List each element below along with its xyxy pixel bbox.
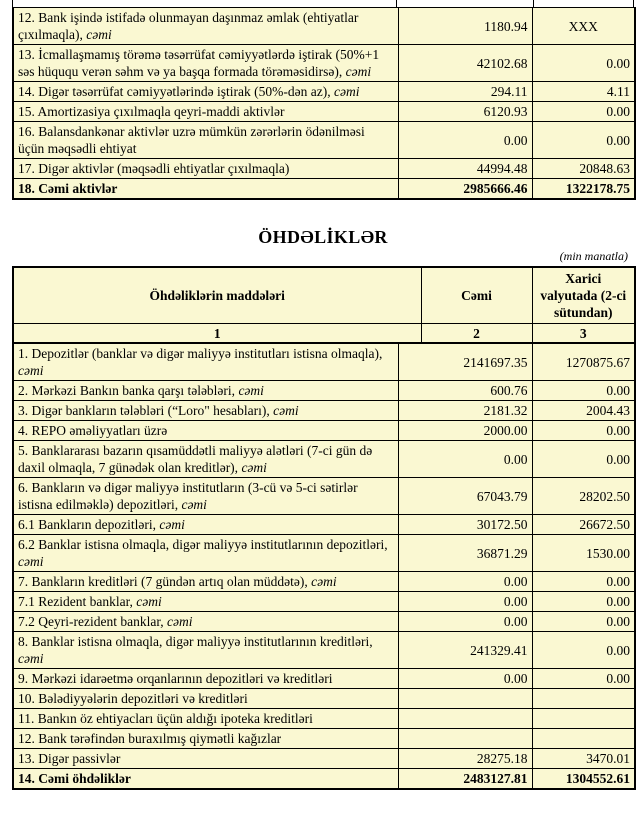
value-total: 0.00 [398,612,532,632]
value-total: 6120.93 [398,102,532,122]
value-foreign-currency [532,709,635,729]
value-foreign-currency: 20848.63 [532,159,635,179]
value-total: 0.00 [398,592,532,612]
table-row [13,709,635,729]
value-total: 2985666.46 [398,179,532,200]
row-label: 2. Mərkəzi Bankın banka qarşı tələbləri, cəmi [13,381,398,401]
value-foreign-currency: 3470.01 [532,749,635,769]
value-foreign-currency: 0.00 [532,669,635,689]
column-index-1: 1 [13,324,421,344]
value-total: 67043.79 [398,478,532,515]
row-label: 12. Bank tərəfindən buraxılmış qiymətli kağızlar [13,729,398,749]
row-label: 13. Digər passivlər [13,749,398,769]
table-row [13,381,635,401]
value-total: 28275.18 [398,749,532,769]
value-foreign-currency: 0.00 [532,45,635,82]
table-edge-stub [633,0,634,8]
value-foreign-currency: 0.00 [532,612,635,632]
table-row [13,729,635,749]
liabilities-table-header [12,266,636,344]
table-row [13,478,635,515]
value-total: 1180.94 [398,8,532,45]
table-row [13,421,635,441]
table-row [13,122,635,159]
row-label: 6.2 Banklar istisna olmaqla, digər maliyyə institutlarının depozitləri, cəmi [13,535,398,572]
row-label: 6.1 Bankların depozitləri, cəmi [13,515,398,535]
table-row [13,769,635,790]
row-label: 13. İcmallaşmamış törəmə təsərrüfat cəmiyyətlərdə iştirak (50%+1 səs hüququ verən səhm və ya başqa formada törəməsidirsə), cəmi [13,45,398,82]
value-total: 42102.68 [398,45,532,82]
row-label: 10. Bələdiyyələrin depozitləri və kreditləri [13,689,398,709]
table-row [13,669,635,689]
value-foreign-currency [532,689,635,709]
column-index-2: 2 [421,324,532,344]
value-foreign-currency: 2004.43 [532,401,635,421]
section-title: ÖHDƏLİKLƏR [258,227,388,247]
column-index-3: 3 [532,324,635,344]
table-row [13,632,635,669]
row-label: 1. Depozitlər (banklar və digər maliyyə institutları istisna olmaqla), cəmi [13,344,398,381]
row-label: 14. Digər təsərrüfat cəmiyyətlərində iştirak (50%-dən az), cəmi [13,82,398,102]
table-row [13,535,635,572]
row-label: 11. Bankın öz ehtiyacları üçün aldığı ipoteka kreditləri [13,709,398,729]
column-header-foreign-currency: Xarici valyutada (2-ci sütundan) [532,267,635,324]
value-total: 36871.29 [398,535,532,572]
table-row [13,689,635,709]
table-row [13,612,635,632]
value-total: 2141697.35 [398,344,532,381]
value-foreign-currency: 26672.50 [532,515,635,535]
table-row [13,179,635,200]
value-total: 241329.41 [398,632,532,669]
row-label: 16. Balansdankənar aktivlər uzrə mümkün zərərlərin ödənilməsi üçün məqsədli ehtiyat [13,122,398,159]
value-foreign-currency: 1304552.61 [532,769,635,790]
value-total: 44994.48 [398,159,532,179]
table-row [13,45,635,82]
value-foreign-currency: 0.00 [532,122,635,159]
value-foreign-currency: 0.00 [532,381,635,401]
column-header-total: Cəmi [421,267,532,324]
table-edge-stub [12,0,13,8]
row-label: 7.1 Rezident banklar, cəmi [13,592,398,612]
value-foreign-currency: 1270875.67 [532,344,635,381]
value-total [398,709,532,729]
value-foreign-currency: 0.00 [532,421,635,441]
value-total: 30172.50 [398,515,532,535]
table-edge-stub [533,0,534,8]
value-foreign-currency: 0.00 [532,592,635,612]
table-row [13,344,635,381]
value-total: 0.00 [398,669,532,689]
table-row [13,159,635,179]
table-row [13,749,635,769]
value-foreign-currency: 4.11 [532,82,635,102]
table-row [13,592,635,612]
assets-table [12,7,636,200]
value-total: 0.00 [398,572,532,592]
value-foreign-currency: 1530.00 [532,535,635,572]
row-label: 4. REPO əməliyyatları üzrə [13,421,398,441]
value-total: 0.00 [398,122,532,159]
value-foreign-currency: 0.00 [532,441,635,478]
row-label: 3. Digər bankların tələbləri (“Loro" hesabları), cəmi [13,401,398,421]
value-total: 2000.00 [398,421,532,441]
table-row [13,401,635,421]
row-label: 12. Bank işində istifadə olunmayan daşınmaz əmlak (ehtiyatlar çıxılmaqla), cəmi [13,8,398,45]
table-row [13,102,635,122]
value-total: 0.00 [398,441,532,478]
value-foreign-currency: XXX [532,8,635,45]
header-row [13,267,635,324]
value-total: 2483127.81 [398,769,532,790]
value-foreign-currency: 0.00 [532,102,635,122]
value-foreign-currency: 1322178.75 [532,179,635,200]
value-foreign-currency [532,729,635,749]
table-row [13,441,635,478]
table-row [13,8,635,45]
table-row [13,82,635,102]
row-label: 7. Bankların kreditləri (7 gündən artıq olan müddətə), cəmi [13,572,398,592]
row-label: 8. Banklar istisna olmaqla, digər maliyyə institutlarının kreditləri, cəmi [13,632,398,669]
value-total: 2181.32 [398,401,532,421]
table-row [13,515,635,535]
table-row [13,572,635,592]
column-header-items: Öhdəliklərin maddələri [13,267,421,324]
row-label: 7.2 Qeyri-rezident banklar, cəmi [13,612,398,632]
row-label: 9. Mərkəzi idarəetmə orqanlarının depozitləri və kreditləri [13,669,398,689]
value-total: 600.76 [398,381,532,401]
value-total [398,729,532,749]
value-total [398,689,532,709]
value-foreign-currency: 0.00 [532,632,635,669]
row-label: 14. Cəmi öhdəliklər [13,769,398,790]
table-edge-stub [396,0,397,8]
value-total: 294.11 [398,82,532,102]
liabilities-table [12,343,636,790]
row-label: 18. Cəmi aktivlər [13,179,398,200]
unit-note: (min manatla) [559,249,628,263]
row-label: 17. Digər aktivlər (məqsədli ehtiyatlar çıxılmaqla) [13,159,398,179]
value-foreign-currency: 28202.50 [532,478,635,515]
row-label: 5. Banklararası bazarın qısamüddətli maliyyə alətləri (7-ci gün də daxil olmaqla, 7 günədək olan kreditlər), cəmi [13,441,398,478]
row-label: 15. Amortizasiya çıxılmaqla qeyri-maddi aktivlər [13,102,398,122]
row-label: 6. Bankların və digər maliyyə institutların (3-cü və 5-ci sətirlər istisna edilməklə) depozitləri, cəmi [13,478,398,515]
value-foreign-currency: 0.00 [532,572,635,592]
column-index-row [13,324,635,344]
